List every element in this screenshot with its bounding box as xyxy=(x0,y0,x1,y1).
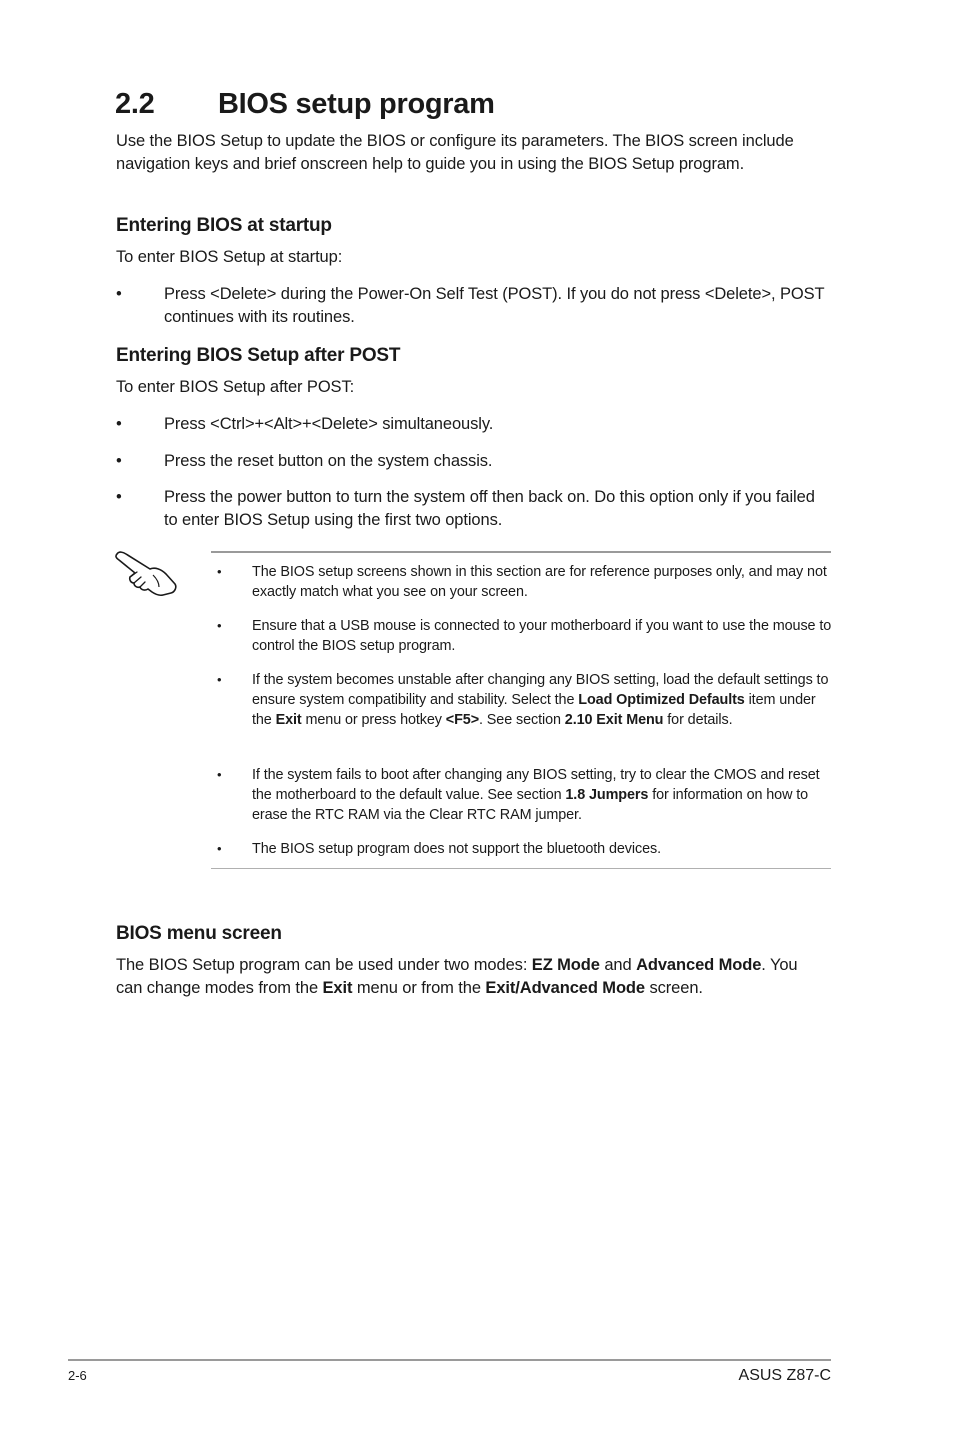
bullet-dot: • xyxy=(116,415,122,433)
note-bottom-divider xyxy=(211,868,831,869)
note-text: The BIOS setup program does not support the bluetooth devices. xyxy=(252,841,661,857)
bullet-dot: • xyxy=(217,618,222,633)
bullet-dot: • xyxy=(116,452,122,470)
heading-entering-bios-startup: Entering BIOS at startup xyxy=(116,215,332,236)
heading-entering-bios-after-post: Entering BIOS Setup after POST xyxy=(116,345,401,366)
bullet-text: Press the power button to turn the system off then back on. Do this option only if you failed to enter BIOS Setup using the first two options. xyxy=(164,488,815,529)
note-text: Ensure that a USB mouse is connected to your motherboard if you want to use the mouse to control the BIOS setup program. xyxy=(252,618,832,654)
page-number: 2-6 xyxy=(68,1368,87,1383)
bullet-text: Press <Ctrl>+<Alt>+<Delete> simultaneously. xyxy=(164,415,494,433)
note-text: The BIOS setup screens shown in this section are for reference purposes only, and may not exactly match what you see on your screen. xyxy=(252,564,827,600)
pointing-hand-icon xyxy=(115,548,179,598)
footer-divider xyxy=(68,1359,831,1361)
page-title xyxy=(115,88,495,121)
menu-paragraph: The BIOS Setup program can be used under two modes: EZ Mode and Advanced Mode. You can change modes from the Exit menu or from the Exit/Advanced Mode screen. xyxy=(116,956,798,997)
startup-lead: To enter BIOS Setup at startup: xyxy=(116,248,343,266)
section-number: 2.2 xyxy=(115,88,155,120)
post-lead: To enter BIOS Setup after POST: xyxy=(116,378,355,396)
bullet-dot: • xyxy=(217,564,222,579)
note-text: If the system becomes unstable after changing any BIOS setting, load the default settings to ensure system compatibility and stability. Select the Load Optimized Defaults item under the Exit menu or press hotkey <F5>. See section 2.10 Exit Menu for details. xyxy=(252,672,829,728)
heading-bios-menu-screen: BIOS menu screen xyxy=(116,923,282,944)
note-top-divider xyxy=(211,551,831,553)
section-title: BIOS setup program xyxy=(218,88,495,120)
intro-paragraph: Use the BIOS Setup to update the BIOS or configure its parameters. The BIOS screen include navigation keys and brief onscreen help to guide you in using the BIOS Setup program. xyxy=(116,132,794,173)
bullet-text: Press the reset button on the system chassis. xyxy=(164,452,493,470)
bullet-dot: • xyxy=(217,841,222,856)
bullet-text: Press <Delete> during the Power-On Self Test (POST). If you do not press <Delete>, POST continues with its routines. xyxy=(164,285,825,326)
bullet-dot: • xyxy=(217,767,222,782)
product-name: ASUS Z87-C xyxy=(738,1367,831,1384)
bullet-dot: • xyxy=(116,285,122,303)
note-text: If the system fails to boot after changing any BIOS setting, try to clear the CMOS and reset the motherboard to the default value. See section 1.8 Jumpers for information on how to erase the RTC RAM via the Clear RTC RAM jumper. xyxy=(252,767,820,823)
bullet-dot: • xyxy=(217,672,222,687)
bullet-dot: • xyxy=(116,488,122,506)
